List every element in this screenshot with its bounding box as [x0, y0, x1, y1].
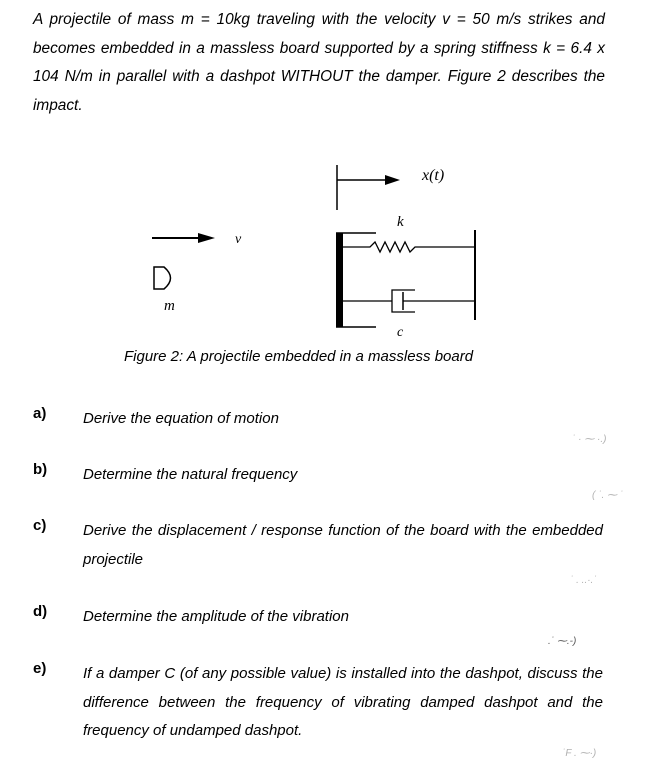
spring-label: k	[397, 214, 404, 230]
massless-board	[336, 233, 343, 327]
scan-artifact: ˙F . ⁓·)	[562, 748, 597, 759]
mass-label: m	[164, 298, 175, 314]
scan-artifact: ˙ . ..·.˙	[570, 575, 597, 586]
question-label: e)	[33, 660, 47, 677]
displacement-label: x(t)	[422, 167, 445, 184]
question-text: Derive the displacement / response function of the board with the embedded projectile	[83, 522, 603, 568]
question-label: c)	[33, 517, 47, 534]
displacement-arrowhead	[385, 175, 400, 185]
scan-artifact: ( ˙. ⁓ ˙	[592, 490, 624, 501]
question-label: b)	[33, 461, 48, 478]
spring	[343, 242, 475, 252]
question-text: Determine the natural frequency	[83, 466, 298, 483]
velocity-label: v	[235, 232, 242, 247]
question-text: Derive the equation of motion	[83, 410, 279, 427]
question-label: a)	[33, 405, 47, 422]
damper-label: c	[397, 325, 404, 340]
projectile-shape	[154, 267, 171, 289]
figure-caption: Figure 2: A projectile embedded in a massless board	[124, 348, 474, 365]
question-text: Determine the amplitude of the vibration	[83, 608, 349, 625]
impact-diagram	[140, 150, 520, 350]
problem-statement: A projectile of mass m = 10kg traveling with the velocity v = 50 m/s strikes and becomes embedded in a massless board supported by a spring stiffness k = 6.4 x 104 N/m in parallel with a dashpot WITHOUT the damper. Figure 2 describes the impact.	[33, 11, 605, 114]
scan-artifact: ˙ · ⁓ ·.)	[572, 434, 607, 445]
scan-artifact: .˙ ⁓.-)	[548, 636, 577, 647]
velocity-arrowhead	[198, 233, 215, 243]
question-text: If a damper C (of any possible value) is installed into the dashpot, discuss the difference between the frequency of vibrating damped dashpot and the frequency of undamped dashpot.	[83, 665, 603, 740]
question-label: d)	[33, 603, 48, 620]
